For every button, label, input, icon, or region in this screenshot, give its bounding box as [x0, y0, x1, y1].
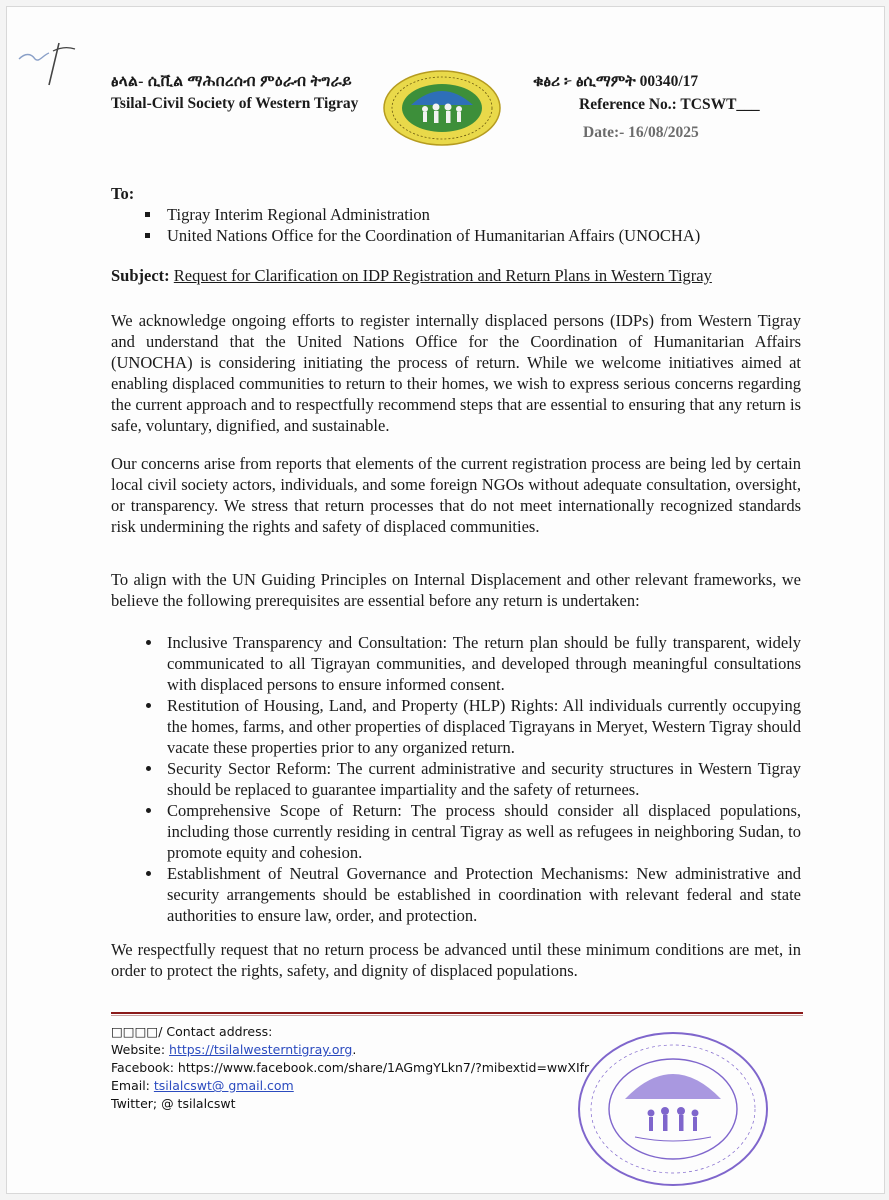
- prerequisite-item: Establishment of Neutral Governance and Protection Mechanisms: New administrative and security arrangements should be established in coordination with relevant federal and state authorities to ensure law, order, and protection.: [143, 863, 801, 926]
- website-label: Website:: [111, 1042, 170, 1057]
- footer-divider-thin: [111, 1015, 803, 1016]
- contact-label: □□□□/ Contact address:: [111, 1024, 273, 1039]
- recipients-label: To:: [111, 184, 135, 203]
- email-link[interactable]: tsilalcswt@ gmail.com: [153, 1078, 294, 1093]
- organization-header: [111, 73, 358, 113]
- paragraph-framework: To align with the UN Guiding Principles on Internal Displacement and other relevant frameworks, we believe the following prerequisites are essential before any return is undertaken:: [111, 570, 801, 610]
- reference-block: [533, 73, 760, 142]
- subject-label: Subject:: [111, 266, 170, 285]
- footer-divider: [111, 1012, 803, 1014]
- paragraph-closing: We respectfully request that no return process be advanced until these minimum conditions are met, in order to protect the rights, safety, and dignity of displaced populations.: [111, 940, 801, 980]
- recipients-list: [143, 204, 700, 246]
- website-line: [111, 1041, 589, 1059]
- letter-date: Date:- 16/08/2025: [583, 124, 699, 141]
- paragraph-concerns: Our concerns arise from reports that elements of the current registration process are being led by certain local civil society actors, individuals, and some foreign NGOs without adequate consultation, oversight, or transparency. We stress that return processes that do not meet internationally recognized standards risk undermining the rights and safety of displaced communities.: [111, 454, 801, 536]
- email-line: [111, 1077, 589, 1095]
- organization-logo: [381, 69, 503, 147]
- prerequisite-item: Comprehensive Scope of Return: The process should consider all displaced populations, including those currently residing in central Tigray as well as refugees in neighboring Sudan, to promote equity and cohesion.: [143, 800, 801, 863]
- reference-amharic: ቁፅሪ ፦ ፅሲማምት 00340/17: [533, 73, 699, 90]
- organization-stamp: [573, 1029, 773, 1189]
- org-name-amharic: ፅላል- ሲቪል ማሕበረሰብ ምዕራብ ትግራይ: [111, 73, 352, 90]
- org-name-english: Tsilal-Civil Society of Western Tigray: [111, 95, 359, 112]
- letter-page: [6, 6, 885, 1194]
- prerequisite-item: Inclusive Transparency and Consultation: The return plan should be fully transparent, widely communicated to all Tigrayan communities, and developed through meaningful consultations with displaced persons to ensure informed consent.: [143, 632, 801, 695]
- paragraph-intro: We acknowledge ongoing efforts to register internally displaced persons (IDPs) from Western Tigray and understand that the United Nations Office for the Coordination of Humanitarian Affairs (UNOCHA) is considering initiating the process of return. While we welcome initiatives aimed at enabling displaced communities to return to their homes, we wish to express serious concerns regarding the current approach and to respectfully recommend steps that are essential to ensuring that any return is safe, voluntary, dignified, and sustainable.: [111, 311, 801, 435]
- prerequisite-item: Restitution of Housing, Land, and Property (HLP) Rights: All individuals currently occupying the homes, farms, and other properties of displaced Tigrayans in Meryet, Western Tigray should vacate these properties prior to any organized return.: [143, 695, 801, 758]
- reference-number: Reference No.: TCSWT___: [579, 96, 760, 113]
- website-end: .: [352, 1042, 357, 1057]
- contact-footer: [111, 1023, 589, 1113]
- subject-text: Request for Clarification on IDP Registration and Return Plans in Western Tigray: [173, 266, 712, 285]
- twitter-line: Twitter; @ tsilalcswt: [111, 1096, 236, 1111]
- recipient-item: Tigray Interim Regional Administration: [143, 204, 700, 225]
- recipient-item: United Nations Office for the Coordination of Humanitarian Affairs (UNOCHA): [143, 225, 700, 246]
- facebook-line: Facebook: https://www.facebook.com/share/1AGmgYLkn7/?mibextid=wwXIfr: [111, 1060, 590, 1075]
- prerequisites-list: [143, 632, 801, 926]
- website-link[interactable]: https://tsilalwesterntigray.org: [169, 1042, 353, 1057]
- handwritten-mark: [15, 37, 85, 87]
- email-label: Email:: [111, 1078, 154, 1093]
- prerequisite-item: Security Sector Reform: The current administrative and security structures in Western Tigray should be replaced to guarantee impartiality and the safety of returnees.: [143, 758, 801, 800]
- subject-line: [111, 265, 801, 286]
